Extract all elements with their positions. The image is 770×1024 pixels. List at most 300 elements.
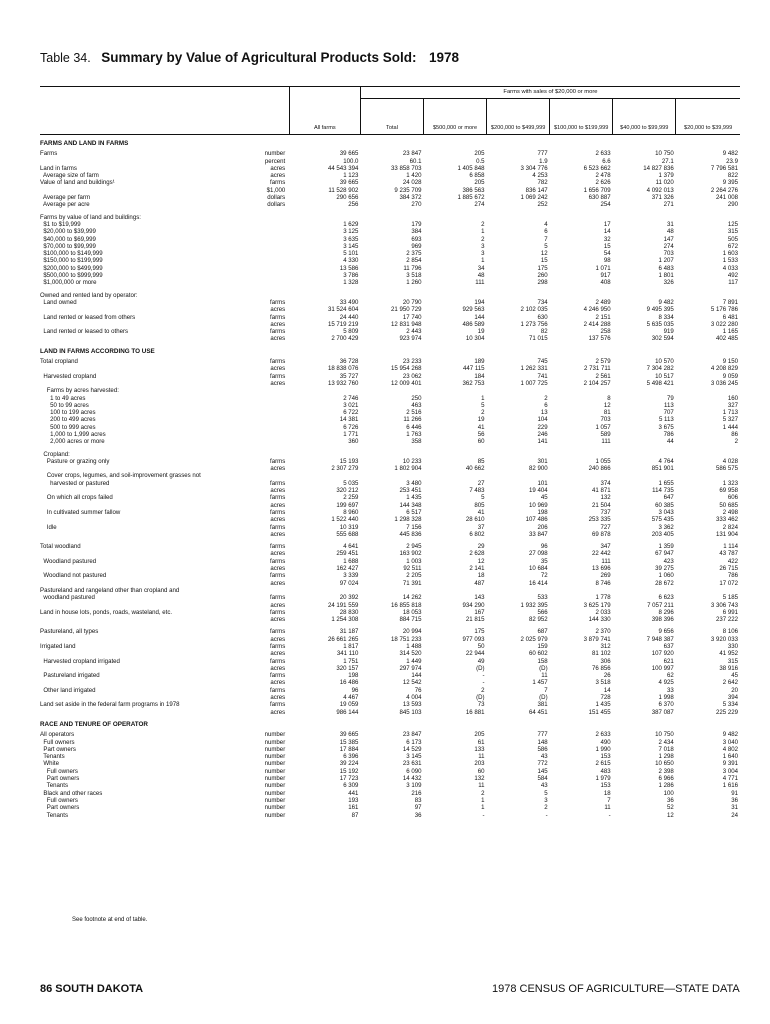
value-cell-all: 20 392: [339, 594, 359, 602]
row-label: Land in house lots, ponds, roads, wasteland, etc.: [40, 608, 173, 616]
table-row: [40, 643, 740, 650]
value-cell-c100k: 258: [600, 328, 611, 336]
row-unit: farms: [270, 686, 286, 694]
value-cell-c200k: 101: [537, 479, 548, 487]
value-cell-c500k: 49: [477, 657, 485, 665]
value-cell-c20k: 160: [727, 394, 738, 402]
value-cell-c100k: 3 625 179: [583, 601, 611, 609]
value-cell-all: 162 427: [336, 565, 359, 573]
value-cell-c500k: 205: [474, 179, 485, 187]
value-cell-c40k: 3 675: [658, 423, 674, 431]
value-cell-c20k: [676, 292, 740, 299]
table-title: [40, 49, 459, 67]
value-cell-c100k: 1 071: [595, 264, 611, 272]
row-label-cell: [40, 328, 289, 335]
value-cell-c40k: 52: [666, 804, 674, 812]
value-cell-c200k: -: [545, 811, 548, 819]
value-cell-c40k: 326: [663, 279, 674, 287]
row-label-cell: [40, 438, 289, 445]
value-cell-c200k: 533: [537, 594, 548, 602]
table-row: [40, 221, 740, 228]
value-cell-c40k: 107 920: [651, 650, 674, 658]
value-cell-c40k: 4 092 013: [646, 186, 674, 194]
value-cell-total: 144: [411, 672, 422, 680]
value-cell-all: 6 726: [343, 423, 359, 431]
value-cell-total: [360, 472, 423, 479]
value-cell-c20k: 41 952: [719, 650, 738, 658]
row-unit: farms: [270, 628, 286, 636]
value-cell-c500k: 1: [481, 257, 485, 265]
row-unit: acres: [270, 516, 286, 524]
value-cell-c40k: 621: [663, 657, 674, 665]
row-label: Owned and rented land by operator:: [40, 291, 138, 299]
value-cell-c200k: 45: [540, 494, 548, 502]
table-row: [40, 365, 740, 372]
table-row: [40, 768, 740, 775]
value-cell-c200k: 19 404: [528, 487, 548, 495]
value-cell-c40k: 1 207: [658, 257, 674, 265]
value-cell-c40k: 62: [666, 672, 674, 680]
table-row: [40, 709, 740, 716]
value-cell-c200k: 777: [537, 150, 548, 158]
col-20k-39k: $20,000 to $39,999: [676, 99, 740, 135]
value-cell-c40k: 114 735: [652, 487, 674, 495]
value-cell-c200k: 82 952: [528, 616, 548, 624]
value-cell-c500k: 144: [474, 313, 485, 321]
value-cell-all: 360: [348, 438, 359, 446]
value-cell-c500k: 2: [481, 220, 485, 228]
table-row: [40, 292, 740, 299]
value-cell-c40k: 39 275: [655, 565, 674, 573]
value-cell-all: 96: [351, 686, 359, 694]
value-cell-c40k: [613, 451, 676, 458]
value-cell-c40k: 398 396: [651, 616, 674, 624]
row-label: Land set aside in the federal farm programs in 1978: [40, 701, 180, 709]
table-row: [40, 451, 740, 458]
row-unit: farms: [270, 557, 286, 565]
table-row: [40, 565, 740, 572]
value-cell-all: 1 328: [343, 279, 359, 287]
row-unit: farms: [270, 572, 286, 580]
value-cell-c200k: 16 414: [528, 579, 548, 587]
table-row: [40, 387, 740, 394]
row-label-cell: [40, 243, 289, 250]
value-cell-c500k: 2: [481, 686, 485, 694]
value-cell-all: 6 722: [343, 409, 359, 417]
row-unit: farms: [270, 313, 286, 321]
value-cell-c20k: 1 616: [722, 782, 738, 790]
value-cell-c40k: 703: [663, 250, 674, 258]
row-unit: number: [264, 782, 286, 790]
row-label: $150,000 to $199,999: [40, 257, 103, 265]
value-cell-c500k: [424, 214, 487, 221]
row-unit: farms: [270, 608, 286, 616]
row-unit: acres: [270, 530, 286, 538]
value-cell-c20k: 8 106: [722, 628, 738, 636]
value-cell-total: 216: [411, 789, 422, 797]
table-row: [40, 679, 740, 686]
value-cell-all: [289, 472, 360, 479]
row-label-cell: [40, 543, 289, 550]
value-cell-all: 1 688: [343, 557, 359, 565]
value-cell-c40k: 2 398: [658, 767, 674, 775]
value-cell-c200k: [487, 472, 550, 479]
value-cell-c20k: 2 824: [722, 523, 738, 531]
value-cell-all: 555 688: [336, 530, 359, 538]
value-cell-c200k: [487, 587, 550, 594]
value-cell-all: 6 396: [343, 753, 359, 761]
row-label: White: [40, 760, 59, 768]
value-cell-all: 13 932 760: [327, 379, 359, 387]
value-cell-all: 161: [348, 804, 359, 812]
value-cell-all: 259 451: [336, 550, 359, 558]
row-label-cell: [40, 158, 289, 165]
value-cell-c40k: 274: [663, 242, 674, 250]
value-cell-all: 44 543 394: [327, 164, 359, 172]
value-cell-c20k: 4 028: [722, 457, 738, 465]
row-label-cell: [40, 572, 289, 579]
value-cell-c20k: 1 323: [722, 479, 738, 487]
value-cell-total: 14 529: [402, 745, 422, 753]
value-cell-c500k: 189: [474, 358, 485, 366]
table-row: [40, 746, 740, 753]
table-row: [40, 395, 740, 402]
row-label: 500 to 999 acres: [40, 423, 96, 431]
col-total: Total: [360, 99, 423, 135]
value-cell-all: 3 635: [343, 235, 359, 243]
value-cell-c40k: 10 517: [655, 372, 674, 380]
row-label-cell: [40, 250, 289, 257]
value-cell-c200k: 745: [537, 358, 548, 366]
value-cell-c40k: 60 385: [655, 501, 674, 509]
value-cell-all: [289, 214, 360, 221]
table-row: [40, 516, 740, 523]
value-cell-all: 100.0: [343, 157, 359, 165]
value-cell-c500k: -: [482, 672, 485, 680]
value-cell-c500k: 362 753: [462, 379, 485, 387]
row-label-cell: [40, 373, 289, 380]
value-cell-all: 2 259: [343, 494, 359, 502]
value-cell-c100k: 153: [600, 753, 611, 761]
row-unit: acres: [270, 487, 286, 495]
value-cell-total: [360, 292, 423, 299]
value-cell-c100k: 2 414 288: [583, 320, 611, 328]
value-cell-c500k: 132: [474, 775, 485, 783]
table-row: [40, 314, 740, 321]
value-cell-total: 10 233: [402, 457, 422, 465]
value-cell-all: 3 145: [343, 242, 359, 250]
value-cell-c100k: 6 523 662: [583, 164, 611, 172]
row-label: 200 to 499 acres: [40, 416, 96, 424]
value-cell-c500k: 41: [477, 508, 485, 516]
value-cell-c20k: 5 334: [722, 701, 738, 709]
value-cell-total: 2 375: [406, 250, 422, 258]
row-unit: number: [264, 789, 286, 797]
value-cell-c40k: 6 483: [658, 264, 674, 272]
row-label: $500,000 to $999,999: [40, 272, 103, 280]
value-cell-c20k: 9 391: [722, 760, 738, 768]
value-cell-c200k: 35: [540, 557, 548, 565]
row-label: In cultivated summer fallow: [40, 508, 121, 516]
table-row: [40, 636, 740, 643]
value-cell-c40k: 423: [663, 557, 674, 565]
value-cell-c500k: 37: [477, 523, 485, 531]
value-cell-total: 60.1: [409, 157, 422, 165]
page-footer-left: 86 SOUTH DAKOTA: [40, 983, 144, 995]
row-unit: dollars: [267, 201, 286, 209]
value-cell-c40k: 79: [666, 394, 674, 402]
value-cell-total: 693: [411, 235, 422, 243]
value-cell-c500k: 977 093: [462, 635, 485, 643]
section-heading-row: [40, 343, 740, 358]
value-cell-c500k: 5: [481, 401, 485, 409]
value-cell-c20k: 2: [734, 438, 738, 446]
row-label: Full owners: [40, 738, 75, 746]
row-label-cell: [40, 797, 289, 804]
row-unit: number: [264, 738, 286, 746]
value-cell-all: 35 727: [339, 372, 359, 380]
col-100k-199k: $100,000 to $199,999: [550, 99, 613, 135]
value-cell-c100k: 2 489: [595, 298, 611, 306]
value-cell-c100k: 8 746: [595, 579, 611, 587]
value-cell-c40k: 1 060: [658, 572, 674, 580]
row-unit: farms: [270, 479, 286, 487]
row-unit: farms: [270, 372, 286, 380]
value-cell-c40k: 203 405: [651, 530, 674, 538]
table-row: [40, 236, 740, 243]
table-row: [40, 272, 740, 279]
value-cell-c500k: 18: [477, 572, 485, 580]
table-row: [40, 628, 740, 635]
value-cell-c500k: 167: [474, 608, 485, 616]
value-cell-c500k: 1: [481, 804, 485, 812]
value-cell-c40k: 8 296: [658, 608, 674, 616]
row-label: 1,000 to 1,999 acres: [40, 430, 106, 438]
value-cell-c200k: 43: [540, 753, 548, 761]
row-label-cell: [40, 516, 289, 523]
value-cell-total: 23 631: [402, 760, 422, 768]
value-cell-c100k: 2 104 257: [583, 379, 611, 387]
row-label-cell: [40, 335, 289, 342]
row-label: Tenants: [40, 782, 69, 790]
value-cell-c500k: 929 563: [462, 306, 485, 314]
value-cell-c500k: 60: [477, 767, 485, 775]
row-unit: acres: [270, 335, 286, 343]
value-cell-c40k: 100: [663, 789, 674, 797]
row-label-cell: [40, 299, 289, 306]
value-cell-all: 39 665: [339, 150, 359, 158]
row-unit: number: [264, 753, 286, 761]
row-unit: acres: [270, 635, 286, 643]
value-cell-c200k: 741: [537, 372, 548, 380]
value-cell-all: [289, 387, 360, 394]
value-cell-total: 17 740: [402, 313, 422, 321]
row-label: Average size of farm: [40, 172, 99, 180]
value-cell-c500k: 11: [478, 782, 485, 790]
row-label: 2,000 acres or more: [40, 438, 105, 446]
table-row: [40, 797, 740, 804]
value-cell-all: 193: [348, 796, 359, 804]
value-cell-total: 36: [414, 811, 422, 819]
value-cell-c40k: 5 113: [658, 416, 674, 424]
value-cell-c20k: 225 229: [715, 708, 738, 716]
row-label: $1,000,000 or more: [40, 279, 97, 287]
value-cell-all: 15 193: [339, 457, 359, 465]
table-row: [40, 753, 740, 760]
value-cell-total: 18 751 233: [391, 635, 422, 643]
row-unit: acres: [270, 708, 286, 716]
row-label-cell: [40, 187, 289, 194]
value-cell-c20k: 2 642: [722, 679, 738, 687]
row-unit: farms: [270, 494, 286, 502]
value-cell-c100k: 2 370: [595, 628, 611, 636]
row-label-cell: [40, 524, 289, 531]
value-cell-c200k: 1 273 756: [520, 320, 548, 328]
value-cell-c20k: 394: [727, 694, 738, 702]
value-cell-c500k: 205: [474, 731, 485, 739]
row-label-cell: [40, 790, 289, 797]
value-cell-c500k: 5: [481, 494, 485, 502]
row-label-cell: [40, 494, 289, 501]
table-row: [40, 480, 740, 487]
value-cell-c20k: 86: [731, 430, 738, 438]
value-cell-c100k: 21 504: [592, 501, 611, 509]
value-cell-all: 199 697: [336, 501, 359, 509]
value-cell-c20k: 5 185: [722, 594, 738, 602]
value-cell-all: 18 838 076: [327, 365, 359, 373]
row-label-cell: [40, 165, 289, 172]
value-cell-total: 1 435: [406, 494, 422, 502]
row-label-cell: [40, 228, 289, 235]
value-cell-c500k: 48: [477, 272, 485, 280]
value-cell-c20k: 3 022 280: [710, 320, 738, 328]
value-cell-c40k: 707: [663, 409, 674, 417]
row-label-cell: [40, 775, 289, 782]
value-cell-c100k: [550, 587, 613, 594]
value-cell-c500k: 61: [477, 738, 485, 746]
section-heading: LAND IN FARMS ACCORDING TO USE: [40, 347, 155, 355]
value-cell-c40k: 10 750: [655, 150, 674, 158]
value-cell-c200k: 2 025 979: [520, 635, 548, 643]
value-cell-c500k: 27: [477, 479, 485, 487]
row-unit: acres: [270, 664, 286, 672]
value-cell-c200k: [487, 451, 550, 458]
value-cell-c200k: 5: [544, 242, 548, 250]
value-cell-c100k: 144 330: [588, 616, 611, 624]
value-cell-c500k: 21 815: [465, 616, 485, 624]
value-cell-all: 986 144: [336, 708, 359, 716]
value-cell-c200k: 566: [537, 608, 548, 616]
value-cell-c100k: [550, 292, 613, 299]
row-label-cell: [40, 380, 289, 387]
value-cell-c40k: 100 997: [651, 664, 674, 672]
value-cell-total: 92 511: [403, 565, 422, 573]
value-cell-c100k: 347: [600, 543, 611, 551]
value-cell-c20k: 9 059: [722, 372, 738, 380]
row-unit: acres: [270, 465, 286, 473]
value-cell-c100k: 2 151: [595, 313, 611, 321]
table-row: [40, 665, 740, 672]
value-cell-all: 15 719 219: [327, 320, 359, 328]
row-label-cell: [40, 636, 289, 643]
value-cell-c40k: 3 043: [658, 508, 674, 516]
value-cell-all: 2 700 429: [331, 335, 359, 343]
value-cell-total: 2 945: [406, 543, 422, 551]
value-cell-total: 4 004: [406, 694, 422, 702]
col-500k-or-more: $500,000 or more: [424, 99, 487, 135]
value-cell-c200k: 96: [540, 543, 548, 551]
table-row: [40, 694, 740, 701]
value-cell-all: 13 586: [339, 264, 359, 272]
value-cell-c200k: 1 262 331: [520, 365, 548, 373]
row-unit: number: [264, 767, 286, 775]
value-cell-total: 2 854: [406, 257, 422, 265]
value-cell-c200k: 1 457: [532, 679, 548, 687]
value-cell-all: 1 771: [343, 430, 359, 438]
value-cell-c100k: 111: [601, 438, 611, 446]
table-row: [40, 465, 740, 472]
row-label: Pastureland irrigated: [40, 672, 100, 680]
table-row: [40, 416, 740, 423]
value-cell-c40k: 10 650: [655, 760, 674, 768]
value-cell-c500k: 41: [477, 423, 485, 431]
value-cell-total: 14 262: [402, 594, 422, 602]
value-cell-c200k: [487, 214, 550, 221]
row-label-cell: [40, 201, 289, 208]
value-cell-c500k: 0.5: [476, 157, 485, 165]
row-unit: acres: [270, 650, 286, 658]
value-cell-c500k: -: [482, 679, 485, 687]
table-body: [40, 135, 740, 819]
row-unit: acres: [270, 365, 286, 373]
row-unit: farms: [270, 508, 286, 516]
value-cell-c100k: 76 856: [592, 664, 611, 672]
value-cell-c200k: [487, 387, 550, 394]
table-row: [40, 373, 740, 380]
value-cell-total: 6 446: [406, 423, 422, 431]
value-cell-all: 26 661 265: [327, 635, 359, 643]
value-cell-total: 23 233: [402, 358, 422, 366]
row-label: $100,000 to $149,999: [40, 250, 103, 258]
row-unit: acres: [270, 616, 286, 624]
value-cell-c500k: 1 405 848: [457, 164, 485, 172]
row-label: Woodland pastured: [40, 557, 97, 565]
value-cell-c100k: 1 057: [595, 423, 611, 431]
row-label: $20,000 to $39,999: [40, 228, 96, 236]
row-label-cell: [40, 214, 289, 221]
value-cell-c20k: 45: [731, 672, 738, 680]
value-cell-total: 3 480: [406, 479, 422, 487]
row-label-cell: [40, 402, 289, 409]
value-cell-c20k: 31: [731, 804, 738, 812]
value-cell-c200k: 141: [537, 438, 548, 446]
table-row: [40, 380, 740, 387]
value-cell-c40k: 271: [663, 201, 674, 209]
row-label: All operators: [40, 731, 75, 739]
value-cell-c40k: 67 947: [655, 550, 674, 558]
value-cell-c200k: 82 900: [528, 465, 548, 473]
value-cell-total: 1 298 328: [394, 516, 422, 524]
table-row: [40, 524, 740, 531]
value-cell-c500k: 16 881: [465, 708, 485, 716]
row-label-cell: [40, 804, 289, 811]
row-label-cell: [40, 509, 289, 516]
value-cell-total: 83: [414, 796, 422, 804]
row-label-cell: [40, 602, 289, 609]
value-cell-c20k: 422: [727, 557, 738, 565]
value-cell-c20k: [676, 214, 740, 221]
value-cell-c40k: [613, 387, 676, 394]
